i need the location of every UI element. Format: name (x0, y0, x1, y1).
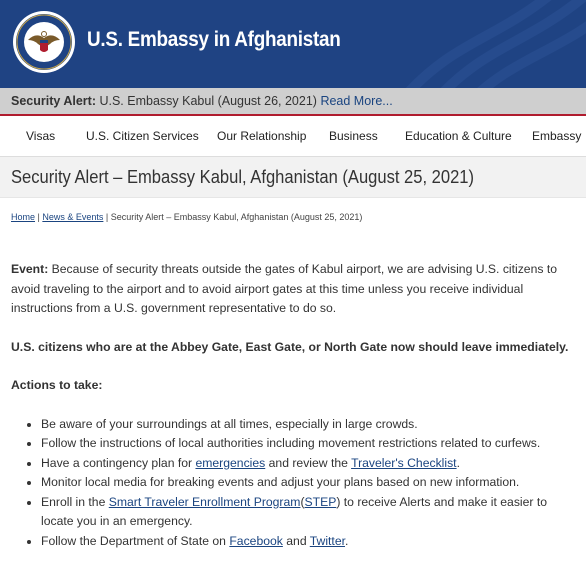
header-flag-watermark (386, 0, 586, 88)
action-text: Have a contingency plan for (41, 455, 196, 470)
nav-item-business[interactable]: Business (329, 129, 378, 143)
action-text: Follow the Department of State on (41, 533, 230, 548)
travelers-checklist-link[interactable]: Traveler's Checklist (351, 455, 457, 470)
page-title: Security Alert – Embassy Kabul, Afghanistan (August 25, 2021) (11, 166, 475, 187)
event-label: Event: (11, 262, 49, 276)
article-body (0, 232, 586, 551)
step-link[interactable]: STEP (304, 494, 337, 509)
event-paragraph (11, 260, 575, 319)
security-alert-bar (0, 88, 586, 116)
breadcrumb (0, 198, 586, 232)
list-item (41, 532, 575, 552)
facebook-link[interactable]: Facebook (229, 533, 283, 548)
action-text: Enroll in the (41, 494, 109, 509)
breadcrumb-current: Security Alert – Embassy Kabul, Afghanistan (August 25, 2021) (110, 212, 363, 222)
actions-list (11, 415, 575, 552)
nav-item-education-culture[interactable]: Education & Culture (405, 129, 512, 143)
actions-heading (11, 376, 575, 396)
action-text: . (456, 455, 460, 470)
main-nav (0, 116, 586, 157)
list-item (41, 454, 575, 474)
alert-text: U.S. Embassy Kabul (August 26, 2021) (99, 94, 317, 108)
site-header (0, 0, 586, 88)
list-item (41, 434, 575, 454)
page-title-band (0, 157, 586, 198)
action-text: and (282, 533, 310, 548)
nav-item-visas[interactable]: Visas (26, 129, 56, 143)
action-text: . (344, 533, 349, 548)
nav-item-our-relationship[interactable]: Our Relationship (217, 129, 307, 143)
gates-notice-text: U.S. citizens who are at the Abbey Gate, East Gate, or North Gate now should leave immediately. (11, 339, 569, 354)
alert-read-more-link[interactable]: Read More... (320, 94, 393, 108)
twitter-link[interactable]: Twitter (309, 533, 345, 548)
breadcrumb-news-events[interactable]: News & Events (42, 212, 104, 222)
action-text: Monitor local media for breaking events and adjust your plans based on new information. (41, 475, 520, 489)
action-text: Follow the instructions of local authorities including movement restrictions related to curfews. (41, 436, 541, 450)
action-text: ( (300, 494, 305, 509)
action-text: to receive Alerts and make it easier to locate you in an emergency. (41, 494, 548, 528)
action-text: and review the (265, 455, 352, 470)
step-program-link[interactable]: Smart Traveler Enrollment Program (108, 494, 301, 509)
embassy-seal-icon[interactable] (12, 10, 76, 74)
list-item (41, 493, 575, 532)
gates-notice (11, 338, 575, 358)
breadcrumb-separator: | (35, 212, 43, 222)
nav-item-embassy[interactable]: Embassy (532, 129, 582, 143)
alert-label: Security Alert: (11, 94, 96, 108)
site-title[interactable]: U.S. Embassy in Afghanistan (87, 28, 341, 51)
emergencies-link[interactable]: emergencies (195, 455, 266, 470)
nav-item-citizen-services[interactable]: U.S. Citizen Services (86, 129, 199, 143)
actions-heading-text: Actions to take: (11, 378, 103, 392)
list-item (41, 415, 575, 435)
breadcrumb-home[interactable]: Home (11, 212, 36, 222)
breadcrumb-separator: | (103, 212, 111, 222)
event-text: Because of security threats outside the gates of Kabul airport, we are advising U.S. citizens to avoid traveling to the airport and to avoid airport gates at this time unless you receive individual instructions from a U.S. government representative to do so. (11, 262, 558, 315)
action-text: Be aware of your surroundings at all times, especially in large crowds. (41, 416, 418, 431)
list-item (41, 473, 575, 493)
action-text: ) (336, 494, 341, 509)
